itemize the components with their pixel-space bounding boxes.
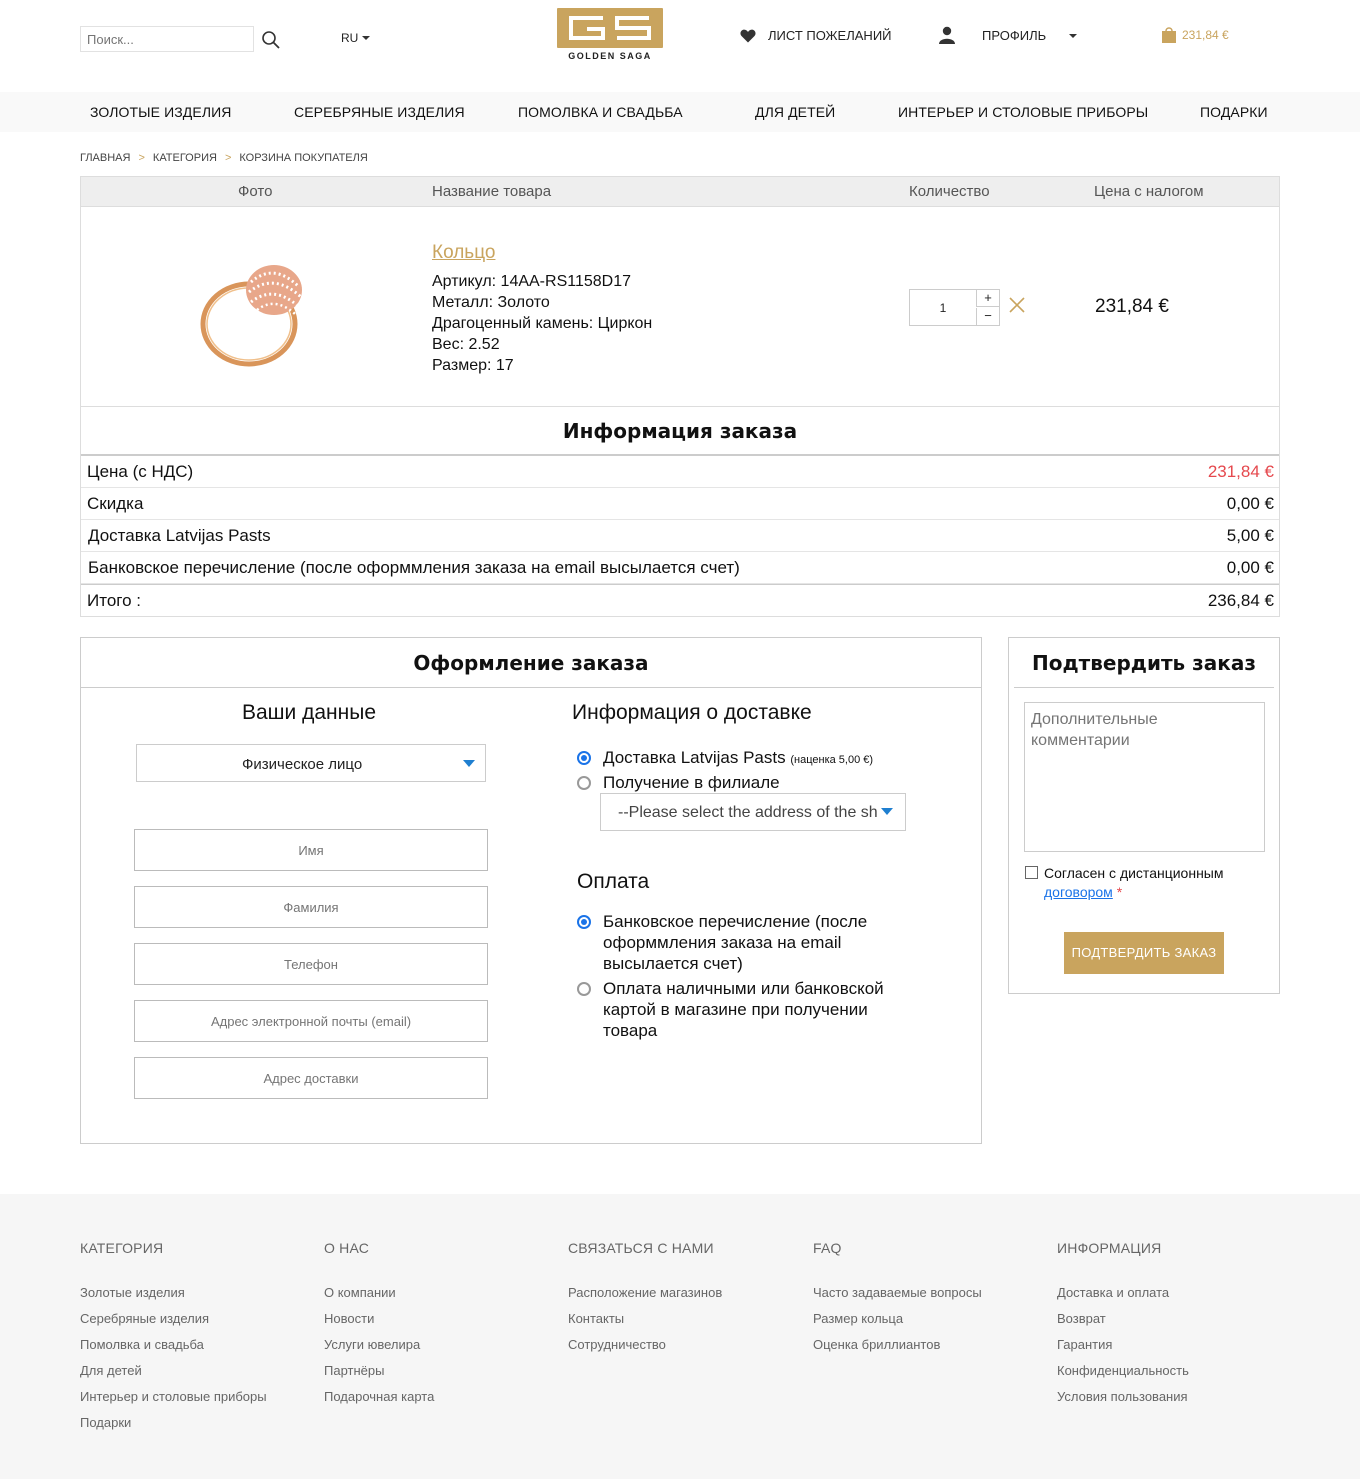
nav-kids[interactable]: ДЛЯ ДЕТЕЙ <box>755 104 836 120</box>
footer-column-category <box>80 1240 267 1436</box>
wishlist-link[interactable] <box>740 28 892 43</box>
site-footer <box>0 1194 1360 1479</box>
order-summary <box>80 406 1280 617</box>
footer-link[interactable]: Доставка и оплата <box>1057 1285 1170 1300</box>
nav-gold[interactable]: ЗОЛОТЫЕ ИЗДЕЛИЯ <box>90 104 232 120</box>
footer-column-title: FAQ <box>813 1240 842 1256</box>
footer-link[interactable]: Помолвка и свадьба <box>80 1337 204 1352</box>
delivery-option-text: Доставка Latvijas Pasts <box>603 748 786 767</box>
summary-value: 236,84 € <box>1207 591 1274 610</box>
required-marker: * <box>1116 884 1123 900</box>
logo-text: GOLDEN SAGA <box>568 51 652 61</box>
confirm-order-panel <box>1008 637 1280 994</box>
delivery-surcharge-note: (наценка 5,00 €) <box>790 754 874 766</box>
footer-link[interactable]: Новости <box>324 1311 375 1326</box>
cart-table-header <box>81 177 1279 206</box>
breadcrumb-home[interactable]: ГЛАВНАЯ <box>80 152 131 164</box>
agree-checkbox[interactable] <box>1025 866 1038 879</box>
footer-link[interactable]: Подарки <box>80 1415 132 1430</box>
summary-label: Скидка <box>87 494 144 513</box>
column-quantity: Количество <box>909 183 990 200</box>
footer-link[interactable]: Оценка бриллиантов <box>813 1337 941 1352</box>
breadcrumb-category[interactable]: КАТЕГОРИЯ <box>152 152 217 164</box>
contract-link[interactable]: договором <box>1044 884 1113 900</box>
heart-icon <box>740 29 756 43</box>
search-bar <box>80 26 254 52</box>
summary-row-payment <box>81 552 1279 584</box>
summary-row-discount <box>81 488 1279 520</box>
cart-link[interactable] <box>1161 26 1229 44</box>
footer-link[interactable]: Расположение магазинов <box>568 1285 723 1300</box>
user-icon[interactable] <box>938 26 956 44</box>
person-type-value: Физическое лицо <box>242 756 363 773</box>
quantity-increase-button[interactable]: + <box>976 290 999 307</box>
summary-label: Доставка Latvijas Pasts <box>88 526 271 545</box>
gs-monogram-icon <box>557 8 663 48</box>
cart-item-row <box>81 206 1279 406</box>
person-type-select[interactable] <box>136 744 486 782</box>
logo-mark <box>557 8 663 48</box>
summary-value: 5,00 € <box>1226 526 1274 545</box>
payment-heading: Оплата <box>577 870 650 893</box>
quantity-stepper <box>909 289 1000 326</box>
footer-column-information <box>1057 1240 1189 1410</box>
search-input[interactable] <box>80 26 254 52</box>
footer-link[interactable]: Золотые изделия <box>80 1285 185 1300</box>
summary-label: Банковское перечисление (после оформмления заказа на email высылается счет) <box>88 558 740 577</box>
footer-column-title: ИНФОРМАЦИЯ <box>1057 1240 1162 1256</box>
summary-value: 0,00 € <box>1226 494 1274 513</box>
confirm-title: Подтвердить заказ <box>1014 638 1274 688</box>
product-specs <box>432 271 652 376</box>
footer-link[interactable]: Интерьер и столовые приборы <box>80 1389 267 1404</box>
nav-interior-cutlery[interactable]: ИНТЕРЬЕР И СТОЛОВЫЕ ПРИБОРЫ <box>898 104 1149 120</box>
remove-item-icon[interactable] <box>1008 296 1026 314</box>
phone-field[interactable] <box>134 943 488 985</box>
footer-link[interactable]: Гарантия <box>1057 1337 1113 1352</box>
radio-unselected-icon[interactable] <box>577 982 591 996</box>
nav-engagement-wedding[interactable]: ПОМОЛВКА И СВАДЬБА <box>518 104 683 120</box>
agreement <box>1025 864 1265 902</box>
footer-column-title: О НАС <box>324 1240 370 1256</box>
footer-link[interactable]: Серебряные изделия <box>80 1311 210 1326</box>
product-sku: Артикул: 14AA-RS1158D17 <box>432 273 631 290</box>
summary-value: 231,84 € <box>1207 462 1274 481</box>
radio-selected-icon[interactable] <box>577 751 591 765</box>
product-stone: Драгоценный камень: Циркон <box>432 315 653 332</box>
summary-row-total <box>81 584 1279 616</box>
footer-link[interactable]: Сотрудничество <box>568 1337 666 1352</box>
product-image[interactable] <box>199 252 319 367</box>
product-weight: Вес: 2.52 <box>432 336 500 353</box>
payment-option-cash[interactable] <box>577 978 887 1041</box>
footer-link[interactable]: Условия пользования <box>1057 1389 1188 1404</box>
footer-column-title: КАТЕГОРИЯ <box>80 1240 164 1256</box>
main-nav <box>0 92 1360 132</box>
agreement-label: Согласен с дистанционным <box>1044 865 1224 881</box>
wishlist-label: ЛИСТ ПОЖЕЛАНИЙ <box>768 28 892 43</box>
agreement-text <box>1025 864 1265 902</box>
footer-link[interactable]: Размер кольца <box>813 1311 904 1326</box>
chevron-down-icon <box>362 36 370 40</box>
quantity-input[interactable] <box>910 290 976 325</box>
summary-row-price <box>81 456 1279 488</box>
chevron-right-icon: > <box>138 152 145 164</box>
language-label: RU <box>341 31 359 45</box>
footer-link[interactable]: Услуги ювелира <box>324 1337 421 1352</box>
cart-table <box>80 176 1280 407</box>
breadcrumb-current: КОРЗИНА ПОКУПАТЕЛЯ <box>239 152 368 164</box>
footer-column-faq <box>813 1240 982 1358</box>
footer-link[interactable]: Партнёры <box>324 1363 385 1378</box>
product-size: Размер: 17 <box>432 357 514 374</box>
delivery-option-label <box>603 747 873 771</box>
shop-address-select[interactable] <box>600 793 906 831</box>
checkout-form <box>80 637 982 1144</box>
payment-option-label: Оплата наличными или банковской картой в магазине при получении товара <box>603 979 884 1040</box>
footer-link[interactable]: Возврат <box>1057 1311 1106 1326</box>
column-price: Цена с налогом <box>1094 183 1204 200</box>
column-photo: Фото <box>238 183 273 200</box>
last-name-field[interactable] <box>134 886 488 928</box>
confirm-order-button[interactable]: ПОДТВЕРДИТЬ ЗАКАЗ <box>1064 932 1224 974</box>
comment-textarea[interactable] <box>1024 702 1265 852</box>
chevron-down-icon[interactable] <box>1069 34 1077 38</box>
summary-label: Цена (с НДС) <box>87 462 194 481</box>
cart-total: 231,84 € <box>1182 28 1229 42</box>
chevron-down-icon <box>881 808 893 815</box>
shop-address-value: --Please select the address of the sh <box>618 804 878 821</box>
site-header <box>0 0 1360 92</box>
checkout-title: Оформление заказа <box>81 638 981 688</box>
logo[interactable] <box>556 8 664 62</box>
column-name: Название товара <box>432 183 552 200</box>
footer-column-title: СВЯЗАТЬСЯ С НАМИ <box>568 1240 714 1256</box>
language-selector[interactable] <box>341 31 370 45</box>
quantity-decrease-button[interactable]: − <box>976 308 999 325</box>
item-price: 231,84 € <box>1095 296 1169 317</box>
delivery-heading: Информация о доставке <box>572 701 812 724</box>
footer-link[interactable]: Часто задаваемые вопросы <box>813 1285 982 1300</box>
radio-selected-icon[interactable] <box>577 915 591 929</box>
delivery-option-label: Получение в филиале <box>603 773 780 792</box>
search-icon[interactable] <box>260 29 282 51</box>
footer-column-contact <box>568 1240 722 1358</box>
payment-option-label: Банковское перечисление (после оформмления заказа на email высылается счет) <box>603 912 868 973</box>
product-metal: Металл: Золото <box>432 294 550 311</box>
product-name-link[interactable]: Кольцо <box>432 242 496 263</box>
nav-gifts[interactable]: ПОДАРКИ <box>1200 104 1268 120</box>
first-name-field[interactable] <box>134 829 488 871</box>
footer-column-about <box>324 1240 434 1410</box>
summary-value: 0,00 € <box>1226 558 1274 577</box>
address-field[interactable] <box>134 1057 488 1099</box>
footer-link[interactable]: Для детей <box>80 1363 142 1378</box>
radio-unselected-icon[interactable] <box>577 776 591 790</box>
payment-option-bank[interactable] <box>577 911 887 974</box>
order-summary-title: Информация заказа <box>81 406 1279 456</box>
delivery-option-post[interactable] <box>577 747 873 771</box>
breadcrumb <box>80 152 368 164</box>
your-data-heading: Ваши данные <box>242 701 376 724</box>
summary-row-delivery <box>81 520 1279 552</box>
footer-link[interactable]: Контакты <box>568 1311 625 1326</box>
shopping-bag-icon <box>1161 26 1177 44</box>
footer-link[interactable]: О компании <box>324 1285 396 1300</box>
footer-link[interactable]: Подарочная карта <box>324 1389 435 1404</box>
chevron-right-icon: > <box>224 152 232 164</box>
delivery-option-branch[interactable] <box>577 772 780 793</box>
summary-label: Итого : <box>87 591 141 610</box>
nav-silver[interactable]: СЕРЕБРЯНЫЕ ИЗДЕЛИЯ <box>294 104 465 120</box>
profile-menu[interactable]: ПРОФИЛЬ <box>982 28 1047 43</box>
chevron-down-icon <box>463 760 475 767</box>
footer-link[interactable]: Конфиденциальность <box>1057 1363 1189 1378</box>
email-field[interactable] <box>134 1000 488 1042</box>
